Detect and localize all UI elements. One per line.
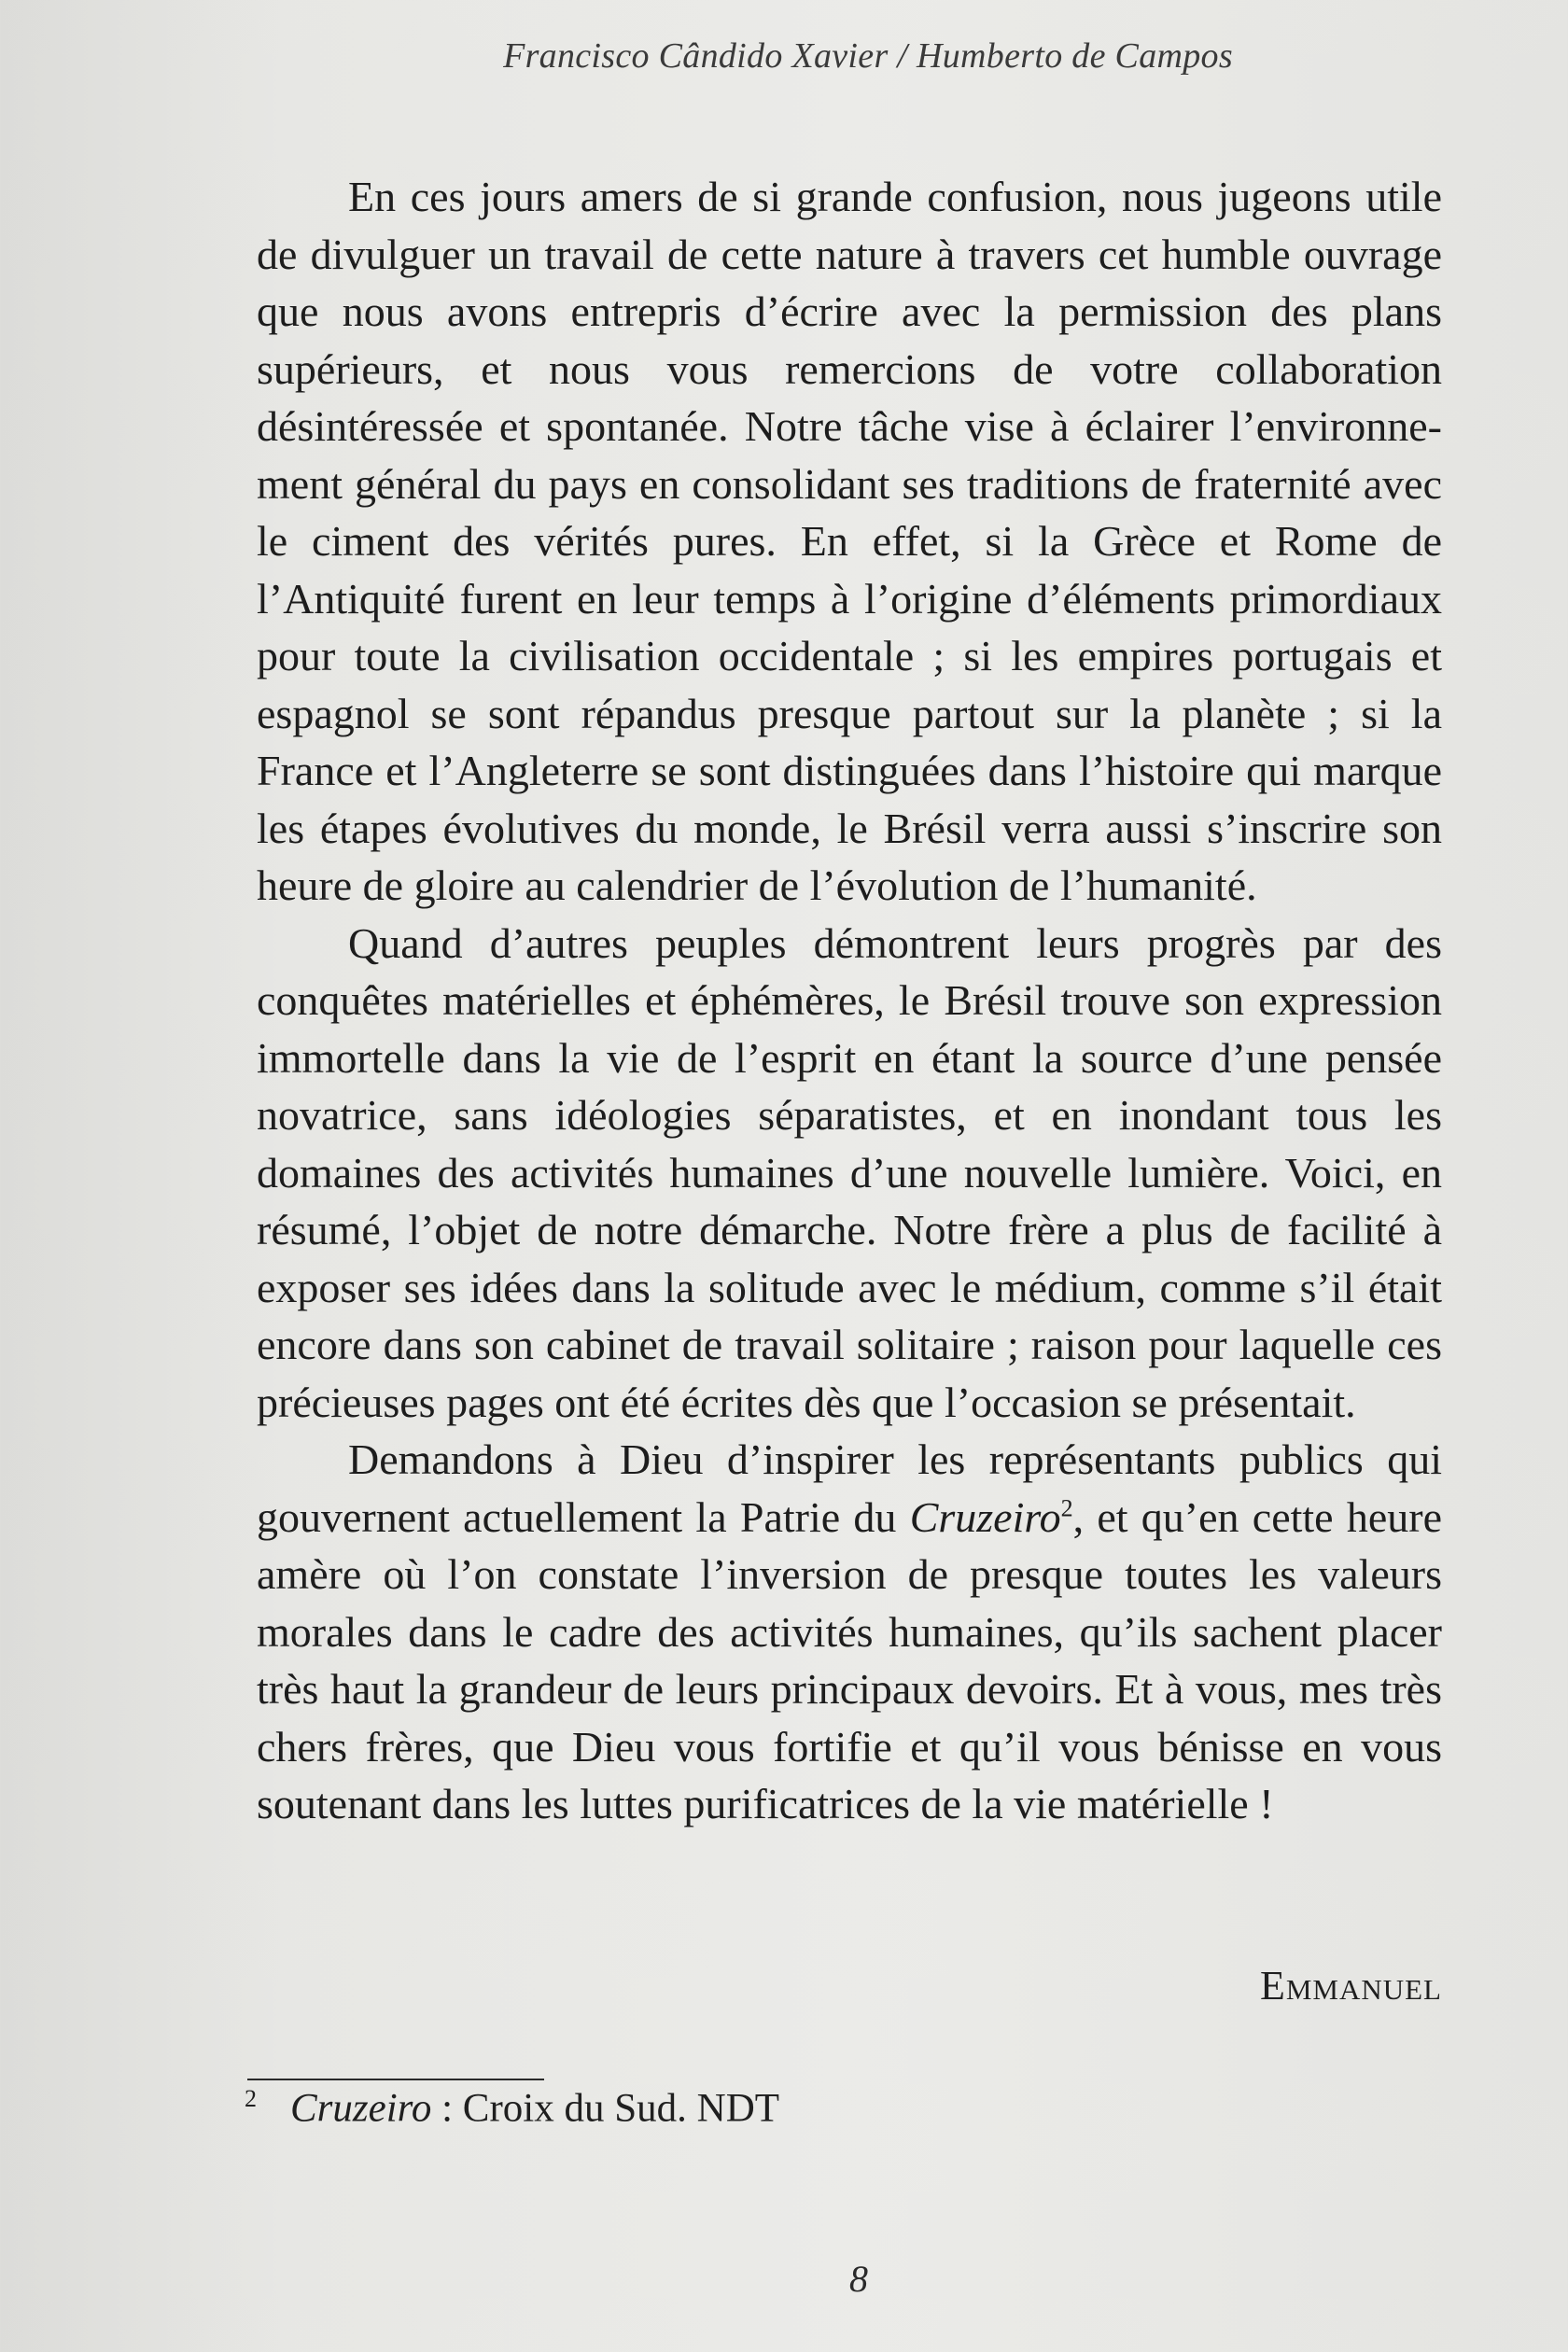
footnote-term: Cruzeiro [290,2086,432,2131]
paragraph-3-emphasis: Cruzeiro [909,1492,1061,1541]
running-header: Francisco Cândido Xavier / Humberto de Campos [503,36,1233,76]
body-text [257,168,1442,1833]
paragraph-3-start: Demandons à Dieu d’inspirer les représentants publics qui gouvernent actuellement la Patrie du [257,1435,1442,1541]
paragraph-3 [257,1431,1442,1833]
footnote-reference: 2 [1060,1494,1073,1522]
footnote-text: : Croix du Sud. NDT [431,2086,780,2131]
footnote-divider [247,2079,544,2080]
page-number: 8 [849,2258,868,2300]
footnote-number: 2 [245,2085,257,2112]
signature: Emmanuel [1259,1963,1442,2009]
paragraph-1: En ces jours amers de si grande confusion, nous jugeons utile de divulguer un travail de cette nature à travers cet humble ouvrage que nous avons entrepris d’écrire avec la permission des plans supérieurs, et nous vous remercions de votre collaboration désintéressée et spontanée. Notre tâche vise à éclairer l’environnement général du pays en consolidant ses traditions de fraternité avec le ciment des vérités pures. En effet, si la Grèce et Rome de l’Antiquité furent en leur temps à l’origine d’éléments primordiaux pour toute la civilisation occidentale ; si les empires portugais et espagnol se sont répandus presque partout sur la planète ; si la France et l’Angleterre se sont distinguées dans l’histoire qui marque les étapes évolutives du monde, le Brésil verra aussi s’inscrire son heure de gloire au calendrier de l’évolution de l’humanité. [257,173,1442,909]
footnote [245,2085,1178,2131]
paragraph-2: Quand d’autres peuples démontrent leurs progrès par des conquêtes matérielles et éphémères, le Brésil trouve son expression immortelle dans la vie de l’esprit en étant la source d’une pensée novatrice, sans idéologies séparatistes, et en inondant tous les domaines des activités humaines d’une nouvelle lumière. Voici, en résumé, l’objet de notre démarche. Notre frère a plus de facilité à exposer ses idées dans la solitude avec le médium, comme s’il était encore dans son cabinet de travail solitaire ; raison pour laquelle ces précieuses pages ont été écrites dès que l’occasion se présentait. [257,918,1442,1426]
paragraph-3-end: , et qu’en cette heure amère où l’on constate l’inversion de presque toutes les valeurs morales dans le cadre des activités humaines, qu’ils sachent placer très haut la grandeur de leurs principaux devoirs. Et à vous, mes très chers frères, que Dieu vous fortifie et qu’il vous bénisse en vous soutenant dans les luttes purificatrices de la vie matérielle ! [257,1492,1442,1827]
